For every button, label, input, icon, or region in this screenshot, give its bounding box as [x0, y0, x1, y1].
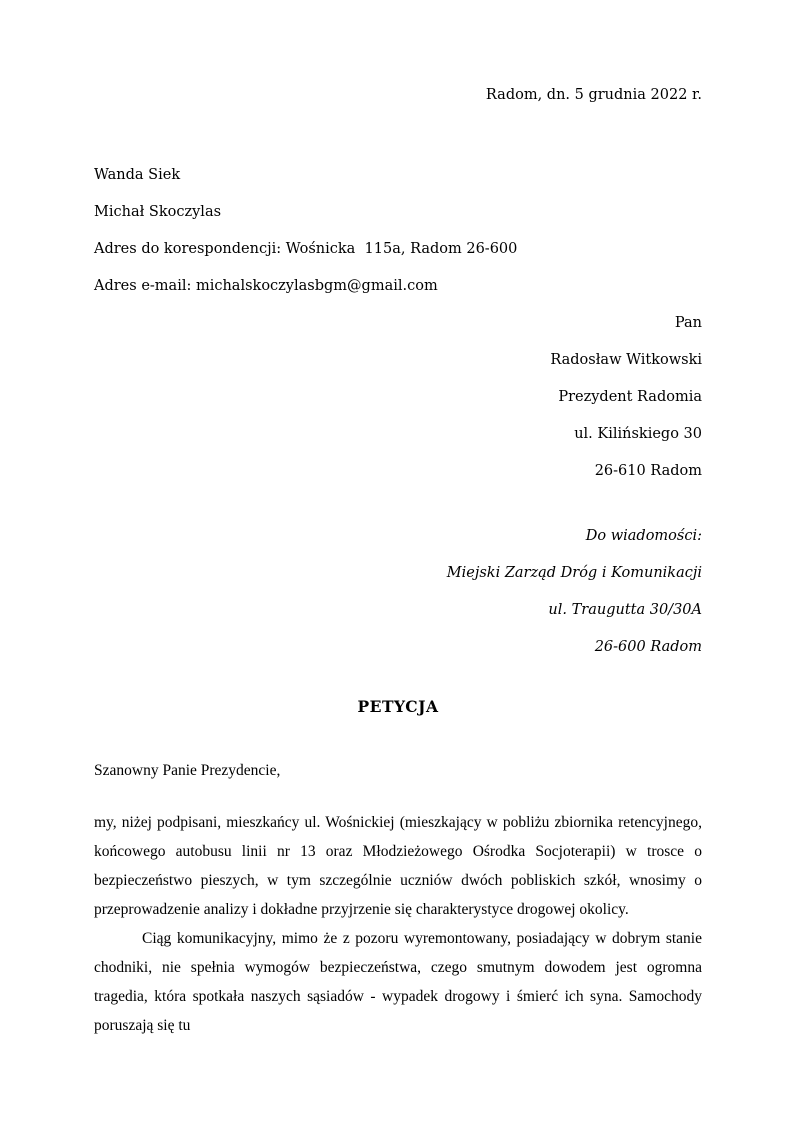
document-title: PETYCJA [357, 697, 439, 716]
body-paragraph-2: Ciąg komunikacyjny, mimo że z pozoru wyremontowany, posiadający w dobrym stanie chodniki, nie spełnia wymogów bezpieczeństwa, czego smutnym dowodem jest ogromna tragedia, która spotkała naszych sąsiadów - wypadek drogowy i śmierć ich syna. Samochody poruszają się tu [94, 930, 702, 1034]
body-paragraph-1: my, niżej podpisani, mieszkańcy ul. Wośnickiej (mieszkający w pobliżu zbiornika retencyjnego, końcowego autobusu linii nr 13 oraz Młodzieżowego Ośrodka Socjoterapii) w trosce o bezpieczeństwo pieszych, w tym szczególnie uczniów dwóch pobliskich szkół, wnosimy o przeprowadzenie analizy i dokładne przyjrzenie się charakterystyce drogowej okolicy. [94, 814, 702, 918]
sender-postal-address: Adres do korespondencji: Wośnicka 115a, Radom 26-600 [94, 241, 518, 257]
sender-block [94, 165, 702, 297]
recipient-name: Radosław Witkowski [550, 352, 702, 368]
recipient-city: 26-610 Radom [594, 463, 702, 479]
cc-label: Do wiadomości: [585, 528, 702, 544]
cc-organization: Miejski Zarząd Dróg i Komunikacji [446, 565, 702, 581]
recipient-street: ul. Kilińskiego 30 [574, 426, 702, 442]
sender-email: Adres e-mail: michalskoczylasbgm@gmail.com [94, 278, 438, 294]
cc-city: 26-600 Radom [594, 639, 702, 655]
recipient-honorific: Pan [674, 315, 702, 331]
cc-block [94, 526, 702, 658]
salutation: Szanowny Panie Prezydencie, [94, 762, 281, 779]
sender-name-2: Michał Skoczylas [94, 204, 222, 220]
recipient-block [94, 313, 702, 482]
date-line: Radom, dn. 5 grudnia 2022 r. [485, 87, 702, 103]
sender-name-1: Wanda Siek [94, 167, 181, 183]
cc-street: ul. Traugutta 30/30A [548, 602, 702, 618]
recipient-title: Prezydent Radomia [558, 389, 702, 405]
